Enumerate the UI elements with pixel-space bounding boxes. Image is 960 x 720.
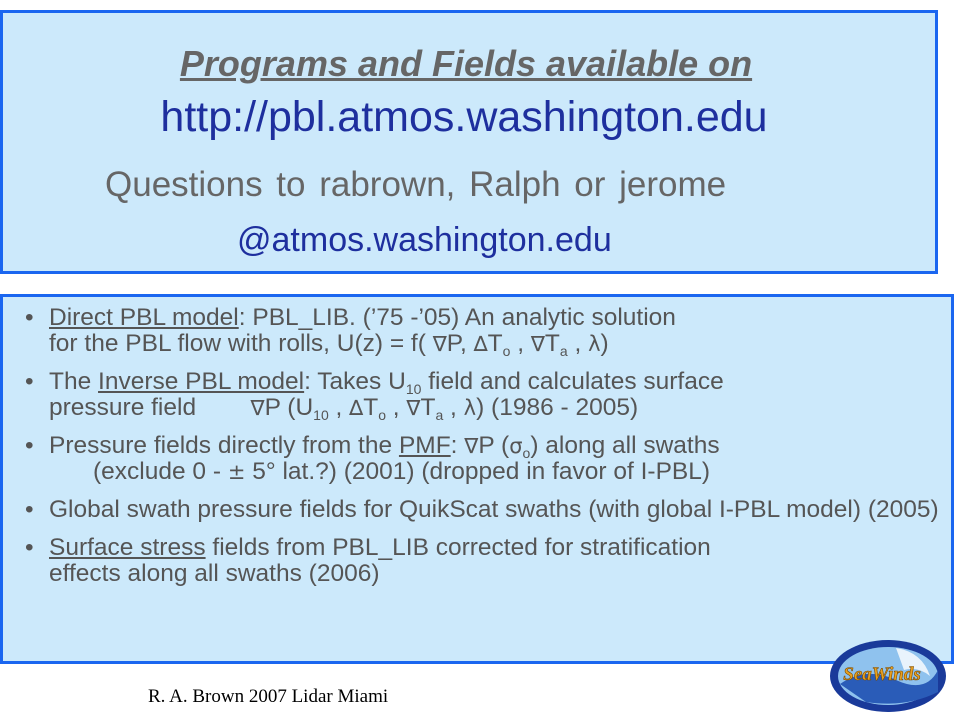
surface-stress-link: Surface stress: [49, 534, 206, 561]
website-url[interactable]: http://pbl.atmos.washington.edu: [160, 93, 768, 141]
bullet-marker: •: [25, 304, 34, 331]
bullet-marker: •: [25, 432, 34, 459]
inverse-pbl-model-link: Inverse PBL model: [98, 368, 305, 395]
title-panel: [0, 10, 938, 274]
bullet-pressure-fields-pmf: • Pressure fields directly from the PMF: ∇P $(\sigma_o)$ along all swaths (exclude 0 - ± 5° lat.?) (2001) (dropped in favor of I-PBL): [25, 432, 720, 485]
bullet-marker: •: [25, 534, 34, 561]
bullet-surface-stress: • Surface stress fields from PBL_LIB corrected for stratification effects along all swaths (2006): [25, 534, 711, 587]
questions-contacts: Questions to rabrown, Ralph or jerome: [105, 165, 727, 204]
footer-credit: R. A. Brown 2007 Lidar Miami: [148, 686, 389, 707]
bullet-list: [25, 304, 941, 599]
bullet-marker: •: [25, 496, 34, 523]
pmf-link: PMF: [398, 432, 451, 459]
logo-wordmark: SeaWinds: [843, 664, 921, 685]
bullet-direct-pbl-model: • Direct PBL model: PBL_LIB. (’75 -’05) An analytic solution for the PBL flow with rolls, U(z) = f( ∇P, $\Delta T_o$ , $\nabla T_a$ , λ): [25, 304, 676, 359]
bullet-inverse-pbl-model: • The Inverse PBL model: Takes $U_{10}$ field and calculates surface pressure field ∇P ($U_{10}$ , $\Delta T_o$ , $\nabla T_a$ , λ) (1986 - 2005): [25, 368, 724, 423]
seawinds-logo-icon: [826, 636, 950, 716]
content-panel: [0, 294, 954, 664]
direct-pbl-model-link: Direct PBL model: [49, 304, 239, 331]
slide-title: Programs and Fields available on: [179, 43, 753, 84]
bullet-global-swath-fields: • Global swath pressure fields for QuikScat swaths (with global I-PBL model) (2005): [25, 496, 939, 523]
bullet-marker: •: [25, 368, 34, 395]
email-domain: @atmos.washington.edu: [237, 221, 612, 259]
